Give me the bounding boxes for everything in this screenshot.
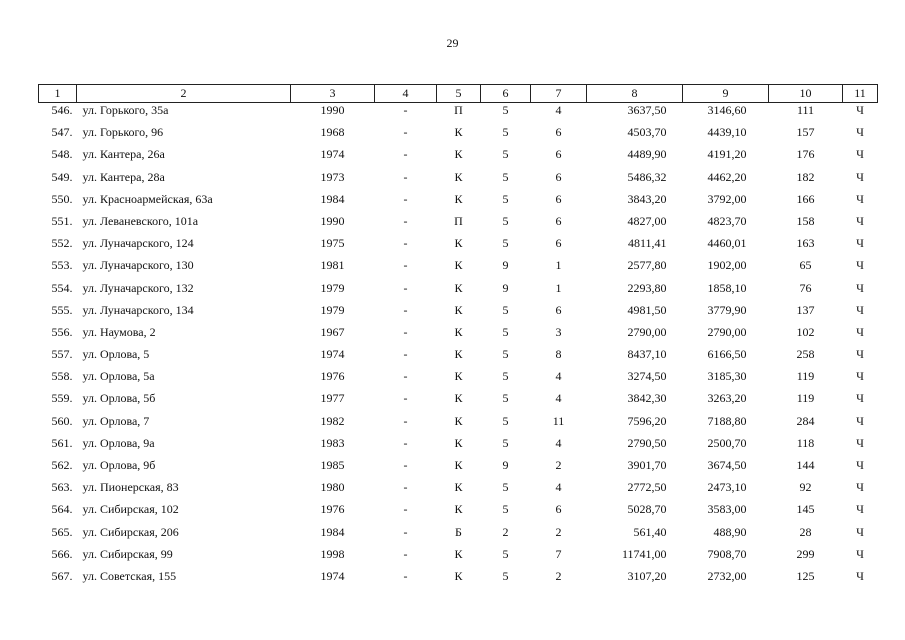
cell-row-number: 566.	[51, 546, 73, 561]
cell-year-built: 1980	[320, 480, 345, 495]
cell-living-area: 3779,90	[707, 302, 747, 317]
cell-ownership: Ч	[856, 213, 864, 228]
cell-total-area: 4981,50	[627, 302, 667, 317]
cell-column-4: -	[403, 568, 408, 583]
cell-row-number: 554.	[51, 280, 73, 295]
cell-living-area: 2732,00	[707, 568, 747, 583]
cell-row-number: 552.	[51, 236, 73, 251]
cell-living-area: 3674,50	[707, 458, 747, 472]
cell-residents: 137	[796, 302, 815, 317]
cell-wall-material: К	[454, 502, 463, 517]
cell-entrances: 8	[555, 347, 562, 362]
cell-residents: 76	[799, 280, 812, 295]
cell-living-area: 3146,60	[707, 103, 747, 117]
cell-wall-material: К	[454, 169, 463, 184]
cell-ownership: Ч	[856, 502, 864, 517]
cell-floors: 5	[502, 103, 509, 117]
cell-address: ул. Орлова, 5	[82, 347, 150, 362]
table-row	[39, 525, 878, 547]
cell-residents: 163	[796, 236, 815, 251]
cell-floors: 5	[502, 147, 509, 162]
cell-address: ул. Пионерская, 83	[82, 480, 179, 495]
cell-year-built: 1974	[320, 347, 345, 362]
table-row	[39, 303, 878, 325]
cell-floors: 5	[502, 502, 509, 517]
cell-year-built: 1977	[320, 391, 345, 406]
cell-wall-material: К	[454, 125, 463, 140]
cell-residents: 299	[796, 546, 815, 561]
table-row	[39, 569, 878, 591]
cell-column-4: -	[403, 213, 408, 228]
cell-floors: 5	[502, 213, 509, 228]
cell-entrances: 3	[555, 324, 562, 339]
cell-total-area: 8437,10	[627, 347, 667, 362]
cell-floors: 5	[502, 391, 509, 406]
column-header-2: 2	[77, 85, 291, 103]
cell-floors: 5	[502, 169, 509, 184]
cell-wall-material: К	[454, 546, 463, 561]
column-header-7: 7	[531, 85, 587, 103]
cell-row-number: 550.	[51, 191, 73, 206]
cell-entrances: 4	[555, 369, 562, 384]
cell-row-number: 558.	[51, 369, 73, 384]
cell-total-area: 2772,50	[627, 480, 667, 495]
cell-address: ул. Орлова, 7	[82, 413, 150, 428]
cell-address: ул. Сибирская, 102	[82, 502, 179, 517]
cell-total-area: 3107,20	[627, 568, 667, 583]
cell-entrances: 6	[555, 125, 562, 140]
cell-address: ул. Орлова, 9а	[82, 435, 155, 450]
cell-row-number: 553.	[51, 258, 73, 273]
cell-residents: 258	[796, 347, 815, 362]
cell-ownership: Ч	[856, 324, 864, 339]
cell-total-area: 4811,41	[627, 236, 667, 251]
cell-floors: 2	[502, 524, 509, 539]
cell-year-built: 1984	[320, 191, 345, 206]
cell-address: ул. Кантера, 26а	[82, 147, 165, 162]
cell-year-built: 1981	[320, 258, 345, 273]
cell-living-area: 2790,00	[707, 324, 747, 339]
cell-column-4: -	[403, 347, 408, 362]
cell-column-4: -	[403, 435, 408, 450]
cell-living-area: 3263,20	[707, 391, 747, 406]
cell-residents: 92	[799, 480, 812, 495]
cell-residents: 119	[796, 369, 815, 384]
cell-entrances: 11	[552, 413, 565, 428]
cell-year-built: 1982	[320, 413, 345, 428]
cell-address: ул. Леваневского, 101а	[82, 213, 199, 228]
cell-wall-material: К	[454, 480, 463, 495]
cell-column-4: -	[403, 391, 408, 406]
cell-address: ул. Сибирская, 206	[82, 524, 179, 539]
column-header-5: 5	[437, 85, 481, 103]
cell-ownership: Ч	[856, 568, 864, 583]
cell-column-4: -	[403, 125, 408, 140]
cell-ownership: Ч	[856, 169, 864, 184]
cell-entrances: 2	[555, 458, 562, 472]
cell-entrances: 6	[555, 147, 562, 162]
cell-ownership: Ч	[856, 435, 864, 450]
cell-living-area: 4460,01	[707, 236, 747, 251]
cell-entrances: 2	[555, 568, 562, 583]
cell-year-built: 1990	[320, 103, 345, 117]
cell-wall-material: Б	[455, 524, 462, 539]
cell-address: ул. Наумова, 2	[82, 324, 156, 339]
cell-wall-material: К	[454, 258, 463, 273]
cell-column-4: -	[403, 524, 408, 539]
table-row	[39, 147, 878, 169]
table-row	[39, 192, 878, 214]
cell-ownership: Ч	[856, 125, 864, 140]
cell-ownership: Ч	[856, 413, 864, 428]
cell-year-built: 1974	[320, 568, 345, 583]
cell-entrances: 7	[555, 546, 562, 561]
cell-year-built: 1973	[320, 169, 345, 184]
cell-row-number: 561.	[51, 435, 73, 450]
cell-ownership: Ч	[856, 347, 864, 362]
cell-residents: 145	[796, 502, 815, 517]
cell-address: ул. Советская, 155	[82, 568, 177, 583]
table-row	[39, 281, 878, 303]
table-row	[39, 325, 878, 347]
table-row	[39, 103, 878, 126]
table-row	[39, 347, 878, 369]
cell-entrances: 6	[555, 169, 562, 184]
cell-wall-material: К	[454, 302, 463, 317]
cell-floors: 5	[502, 191, 509, 206]
cell-ownership: Ч	[856, 302, 864, 317]
cell-wall-material: К	[454, 280, 463, 295]
cell-residents: 158	[796, 213, 815, 228]
cell-floors: 5	[502, 125, 509, 140]
cell-year-built: 1975	[320, 236, 345, 251]
cell-year-built: 1974	[320, 147, 345, 162]
cell-column-4: -	[403, 302, 408, 317]
table-row	[39, 236, 878, 258]
cell-year-built: 1967	[320, 324, 345, 339]
cell-total-area: 4503,70	[627, 125, 667, 140]
cell-address: ул. Горького, 35а	[82, 103, 169, 117]
cell-entrances: 6	[555, 502, 562, 517]
cell-row-number: 546.	[51, 103, 73, 117]
cell-wall-material: К	[454, 435, 463, 450]
cell-year-built: 1976	[320, 369, 345, 384]
cell-total-area: 3842,30	[627, 391, 667, 406]
column-header-4: 4	[375, 85, 437, 103]
column-header-1: 1	[39, 85, 77, 103]
cell-row-number: 549.	[51, 169, 73, 184]
cell-residents: 118	[796, 435, 815, 450]
cell-ownership: Ч	[856, 458, 864, 472]
cell-residents: 157	[796, 125, 815, 140]
cell-total-area: 3274,50	[627, 369, 667, 384]
cell-row-number: 556.	[51, 324, 73, 339]
cell-address: ул. Луначарского, 132	[82, 280, 194, 295]
cell-floors: 5	[502, 236, 509, 251]
cell-address: ул. Луначарского, 130	[82, 258, 194, 273]
table-row	[39, 391, 878, 413]
column-header-6: 6	[481, 85, 531, 103]
cell-floors: 5	[502, 413, 509, 428]
cell-living-area: 1902,00	[707, 258, 747, 273]
cell-living-area: 488,90	[713, 524, 747, 539]
cell-floors: 5	[502, 369, 509, 384]
cell-wall-material: К	[454, 324, 463, 339]
cell-entrances: 1	[555, 258, 562, 273]
cell-column-4: -	[403, 480, 408, 495]
cell-wall-material: К	[454, 347, 463, 362]
cell-total-area: 2790,50	[627, 435, 667, 450]
cell-total-area: 2790,00	[627, 324, 667, 339]
cell-address: ул. Луначарского, 134	[82, 302, 194, 317]
cell-column-4: -	[403, 369, 408, 384]
cell-row-number: 559.	[51, 391, 73, 406]
cell-entrances: 4	[555, 103, 562, 117]
column-header-8: 8	[587, 85, 683, 103]
cell-wall-material: К	[454, 413, 463, 428]
cell-residents: 284	[796, 413, 815, 428]
cell-column-4: -	[403, 103, 408, 117]
cell-floors: 5	[502, 435, 509, 450]
cell-ownership: Ч	[856, 524, 864, 539]
cell-ownership: Ч	[856, 480, 864, 495]
cell-entrances: 6	[555, 191, 562, 206]
cell-address: ул. Кантера, 28а	[82, 169, 165, 184]
cell-row-number: 551.	[51, 213, 73, 228]
cell-total-area: 3637,50	[627, 103, 667, 117]
cell-address: ул. Сибирская, 99	[82, 546, 173, 561]
cell-row-number: 565.	[51, 524, 73, 539]
cell-living-area: 4439,10	[707, 125, 747, 140]
table-row	[39, 170, 878, 192]
cell-year-built: 1968	[320, 125, 345, 140]
table-body	[39, 103, 878, 592]
cell-entrances: 1	[555, 280, 562, 295]
cell-year-built: 1985	[320, 458, 345, 472]
cell-total-area: 561,40	[633, 524, 667, 539]
cell-entrances: 6	[555, 302, 562, 317]
cell-living-area: 4462,20	[707, 169, 747, 184]
cell-year-built: 1976	[320, 502, 345, 517]
cell-entrances: 6	[555, 213, 562, 228]
cell-living-area: 6166,50	[707, 347, 747, 362]
cell-address: ул. Орлова, 5б	[82, 391, 156, 406]
cell-year-built: 1984	[320, 524, 345, 539]
cell-floors: 5	[502, 480, 509, 495]
table-row	[39, 547, 878, 569]
cell-year-built: 1983	[320, 435, 345, 450]
cell-ownership: Ч	[856, 369, 864, 384]
cell-residents: 102	[796, 324, 815, 339]
cell-year-built: 1979	[320, 302, 345, 317]
cell-column-4: -	[403, 191, 408, 206]
cell-ownership: Ч	[856, 103, 864, 117]
cell-floors: 5	[502, 347, 509, 362]
cell-floors: 5	[502, 568, 509, 583]
cell-residents: 28	[799, 524, 812, 539]
cell-column-4: -	[403, 169, 408, 184]
cell-column-4: -	[403, 458, 408, 472]
cell-living-area: 3185,30	[707, 369, 747, 384]
table-row	[39, 502, 878, 524]
cell-living-area: 2500,70	[707, 435, 747, 450]
cell-wall-material: К	[454, 191, 463, 206]
cell-total-area: 4489,90	[627, 147, 667, 162]
cell-residents: 119	[796, 391, 815, 406]
cell-column-4: -	[403, 258, 408, 273]
cell-column-4: -	[403, 280, 408, 295]
cell-living-area: 4823,70	[707, 213, 747, 228]
cell-wall-material: К	[454, 236, 463, 251]
cell-wall-material: П	[454, 103, 463, 117]
cell-wall-material: К	[454, 391, 463, 406]
cell-floors: 9	[502, 258, 509, 273]
cell-total-area: 5028,70	[627, 502, 667, 517]
cell-row-number: 560.	[51, 413, 73, 428]
cell-row-number: 557.	[51, 347, 73, 362]
cell-wall-material: К	[454, 458, 463, 472]
cell-year-built: 1998	[320, 546, 345, 561]
cell-row-number: 548.	[51, 147, 73, 162]
cell-floors: 9	[502, 458, 509, 472]
cell-address: ул. Горького, 96	[82, 125, 164, 140]
cell-entrances: 4	[555, 435, 562, 450]
cell-row-number: 562.	[51, 458, 73, 472]
cell-total-area: 2293,80	[627, 280, 667, 295]
cell-residents: 176	[796, 147, 815, 162]
cell-row-number: 564.	[51, 502, 73, 517]
cell-wall-material: К	[454, 568, 463, 583]
cell-address: ул. Красноармейская, 63а	[82, 191, 213, 206]
cell-ownership: Ч	[856, 191, 864, 206]
cell-ownership: Ч	[856, 546, 864, 561]
cell-entrances: 4	[555, 391, 562, 406]
cell-ownership: Ч	[856, 147, 864, 162]
cell-floors: 9	[502, 280, 509, 295]
cell-total-area: 2577,80	[627, 258, 667, 273]
cell-ownership: Ч	[856, 391, 864, 406]
cell-living-area: 2473,10	[707, 480, 747, 495]
table-row	[39, 480, 878, 502]
cell-row-number: 563.	[51, 480, 73, 495]
cell-column-4: -	[403, 147, 408, 162]
cell-year-built: 1979	[320, 280, 345, 295]
column-header-10: 10	[769, 85, 843, 103]
page-number: 29	[446, 36, 459, 50]
column-header-3: 3	[291, 85, 375, 103]
cell-column-4: -	[403, 546, 408, 561]
cell-wall-material: К	[454, 147, 463, 162]
column-header-9: 9	[683, 85, 769, 103]
cell-living-area: 3583,00	[707, 502, 747, 517]
cell-total-area: 7596,20	[627, 413, 667, 428]
cell-residents: 125	[796, 568, 815, 583]
cell-residents: 111	[796, 103, 815, 117]
cell-wall-material: П	[454, 213, 463, 228]
cell-living-area: 3792,00	[707, 191, 747, 206]
cell-residents: 166	[796, 191, 815, 206]
cell-living-area: 1858,10	[707, 280, 747, 295]
table-row	[39, 436, 878, 458]
cell-year-built: 1990	[320, 213, 345, 228]
column-header-11: 11	[843, 85, 878, 103]
cell-column-4: -	[403, 236, 408, 251]
cell-total-area: 4827,00	[627, 213, 667, 228]
cell-ownership: Ч	[856, 280, 864, 295]
cell-total-area: 3901,70	[627, 458, 667, 472]
cell-entrances: 6	[555, 236, 562, 251]
cell-living-area: 7188,80	[707, 413, 747, 428]
table-row	[39, 458, 878, 480]
cell-total-area: 11741,00	[621, 546, 667, 561]
table-row	[39, 414, 878, 436]
cell-residents: 144	[796, 458, 815, 472]
cell-address: ул. Орлова, 5а	[82, 369, 155, 384]
cell-entrances: 4	[555, 480, 562, 495]
cell-row-number: 555.	[51, 302, 73, 317]
table-row	[39, 369, 878, 391]
table-row	[39, 125, 878, 147]
housing-table	[38, 84, 878, 591]
table-row	[39, 214, 878, 236]
cell-living-area: 4191,20	[707, 147, 747, 162]
cell-residents: 65	[799, 258, 812, 273]
cell-entrances: 2	[555, 524, 562, 539]
cell-wall-material: К	[454, 369, 463, 384]
cell-residents: 182	[796, 169, 815, 184]
cell-address: ул. Луначарского, 124	[82, 236, 194, 251]
cell-floors: 5	[502, 546, 509, 561]
cell-column-4: -	[403, 502, 408, 517]
table-row	[39, 258, 878, 280]
cell-row-number: 567.	[51, 568, 73, 583]
cell-floors: 5	[502, 302, 509, 317]
cell-ownership: Ч	[856, 236, 864, 251]
cell-address: ул. Орлова, 9б	[82, 458, 156, 472]
cell-floors: 5	[502, 324, 509, 339]
cell-living-area: 7908,70	[707, 546, 747, 561]
cell-row-number: 547.	[51, 125, 73, 140]
cell-total-area: 5486,32	[627, 169, 667, 184]
cell-total-area: 3843,20	[627, 191, 667, 206]
cell-ownership: Ч	[856, 258, 864, 273]
cell-column-4: -	[403, 324, 408, 339]
table-header-row	[39, 85, 878, 103]
cell-column-4: -	[403, 413, 408, 428]
